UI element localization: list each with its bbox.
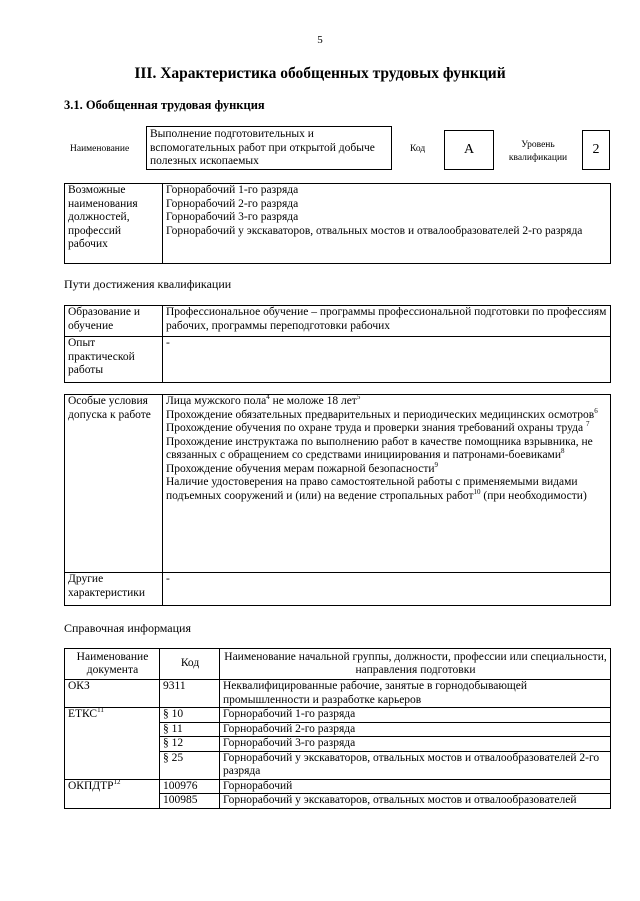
section-title: III. Характеристика обобщенных трудовых функций — [134, 65, 506, 82]
name-cell: Горнорабочий у экскаваторов, отвальных мостов и отвалообразователей — [220, 794, 611, 809]
position-item: Горнорабочий 3-го разряда — [166, 211, 299, 223]
code-box — [444, 130, 494, 170]
positions-table — [64, 183, 611, 264]
code-cell: § 25 — [160, 751, 220, 779]
level-box — [582, 130, 610, 170]
name-cell: Горнорабочий у экскаваторов, отвальных мостов и отвалообразователей 2-го разряда — [220, 751, 611, 779]
header-document: Наименование документа — [65, 649, 160, 680]
function-name-box — [146, 126, 392, 170]
doc-cell: ОКЗ — [65, 680, 160, 708]
education-label: Образование и обучение — [65, 306, 163, 337]
code-cell: 100976 — [160, 779, 220, 794]
code-cell: § 11 — [160, 722, 220, 737]
condition-item: Наличие удостоверения на право самостоятельной работы с применяемыми видами подъемных сооружений и (или) на ведение стропальных работ$^{10}$ (при необходимости) — [166, 476, 587, 502]
code-label: Код — [410, 144, 426, 154]
doc-cell: ЕТКС$^{11}$ — [65, 708, 160, 780]
code-cell: § 10 — [160, 708, 220, 723]
function-name-value: Выполнение подготовительных и вспомогательных работ при открытой добыче полезных ископаемых — [150, 128, 375, 167]
table-row — [65, 680, 611, 708]
level-value: 2 — [592, 142, 600, 157]
condition-item: Прохождение обучения мерам пожарной безопасности$^9$ — [166, 460, 439, 475]
condition-item: Прохождение инструктажа по выполнению работ в качестве помощника взрывника, не связанных с обращением со средствами инициирования и патронами-боевиками$^8$ — [166, 435, 593, 461]
conditions-label: Особые условия допуска к работе — [65, 395, 163, 573]
condition-item: Прохождение обязательных предварительных и периодических медицинских осмотров$^6$ — [166, 406, 598, 421]
code-value: A — [463, 142, 475, 157]
paths-table — [64, 305, 611, 383]
subsection-title: 3.1. Обобщенная трудовая функция — [64, 98, 265, 112]
name-cell: Горнорабочий 3-го разряда — [220, 737, 611, 752]
position-item: Горнорабочий 2-го разряда — [166, 197, 299, 210]
header-name: Наименование начальной группы, должности, профессии или специальности, направления подготовки — [220, 649, 611, 680]
level-label: Уровень квалификации — [508, 140, 568, 163]
table-row — [65, 708, 611, 723]
code-cell: 9311 — [160, 680, 220, 708]
position-item: Горнорабочий у экскаваторов, отвальных мостов и отвалообразователей 2-го разряда — [166, 224, 583, 237]
reference-table — [64, 648, 611, 809]
education-value: Профессиональное обучение – программы профессиональной подготовки по профессиям рабочих, программы переподготовки рабочих — [163, 306, 611, 337]
condition-item: Лица мужского пола$^4$ не моложе 18 лет$^5$ — [166, 393, 361, 407]
name-label: Наименование — [70, 144, 130, 154]
condition-item: Прохождение обучения по охране труда и проверки знания требований охраны труда $^7$ — [166, 420, 590, 434]
name-cell: Горнорабочий 2-го разряда — [220, 722, 611, 737]
code-cell: 100985 — [160, 794, 220, 809]
position-item: Горнорабочий 1-го разряда — [166, 184, 299, 196]
doc-cell: ОКПДТР$^{12}$ — [65, 779, 160, 808]
page-number: 5 — [317, 34, 323, 46]
name-cell: Неквалифицированные рабочие, занятые в горнодобывающей промышленности и разработке карьеров — [220, 680, 611, 708]
experience-label: Опыт практической работы — [65, 337, 163, 383]
name-cell: Горнорабочий — [220, 779, 611, 794]
other-label: Другие характеристики — [65, 573, 163, 606]
positions-label: Возможные наименования должностей, профессий рабочих — [65, 184, 163, 264]
header-code: Код — [160, 649, 220, 680]
conditions-list — [163, 395, 611, 573]
name-cell: Горнорабочий 1-го разряда — [220, 708, 611, 723]
table-row — [65, 779, 611, 794]
reference-title: Справочная информация — [64, 621, 191, 635]
experience-value: - — [163, 337, 611, 383]
paths-title: Пути достижения квалификации — [64, 277, 232, 291]
conditions-table — [64, 394, 611, 606]
code-cell: § 12 — [160, 737, 220, 752]
other-value: - — [163, 573, 611, 606]
positions-list — [163, 184, 611, 264]
